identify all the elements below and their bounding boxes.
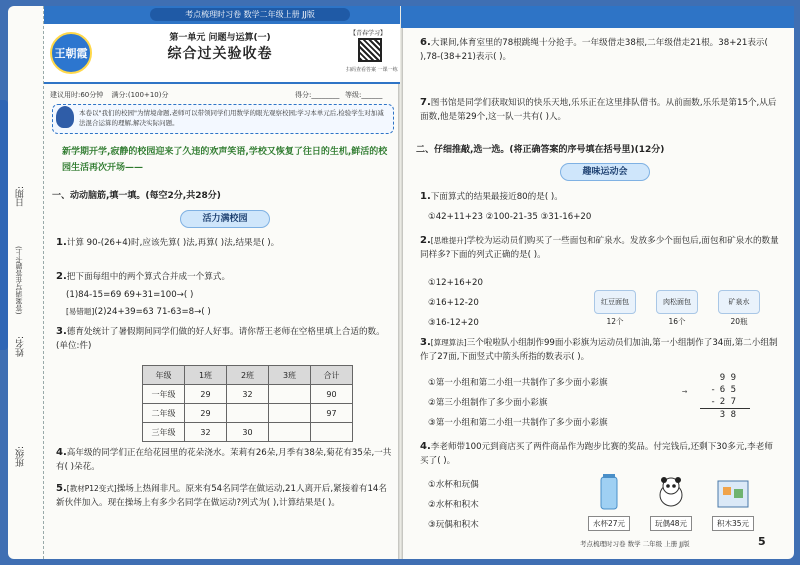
class-label: 班级: <box>16 446 26 468</box>
question-3: 3.德育处统计了暑假期间同学们做的好人好事。请你帮王老师在空格里填上合适的数。(单位:件) <box>56 326 385 351</box>
choice-2-option-1: ①12+16+20 <box>428 278 483 288</box>
choice-4-option-2: ②水杯和积木 <box>428 500 479 510</box>
mascot-icon <box>56 106 74 128</box>
stats-table <box>142 365 353 442</box>
intro-box: 本卷以"我们的校园"为情境命题,老师可以带领同学们用数学的眼光观察校园;学习本单元后,检验学生对加减法混合运算的理解,解决实际问题。 <box>52 104 394 134</box>
score-field: 得分:________ <box>295 91 340 99</box>
exam-title: 综合过关验收卷 <box>167 46 273 62</box>
table-row: 二年级 29 97 <box>143 404 353 423</box>
question-6: 6.大课间,体育室里的78根跳绳十分抢手。一年级借走38根,二年级借走21根。38+21表示( ),78-(38+21)表示( )。 <box>420 37 768 62</box>
question-1: 1.计算 90-(26+4)时,应该先算( )法,再算( )法,结果是( )。 <box>56 237 280 248</box>
gift-doll: 玩偶48元 <box>650 472 692 531</box>
question-2a: (1)84-15=69 69+31=100→( ) <box>66 290 194 300</box>
name-label: 姓名: <box>16 336 26 358</box>
question-7: 7.图书馆是同学们获取知识的快乐天地,乐乐正在这里排队借书。从前面数,乐乐是第15个,从后面数,他是第29个,这一队一共有( )人。 <box>420 97 777 122</box>
footer-text: 考点梳理时习卷 数学 二年级 上册 JJ版 <box>580 540 690 548</box>
qr-label: 【青春学习】 <box>350 30 387 37</box>
choice-4-option-3: ③玩偶和积木 <box>428 520 479 530</box>
vertical-subtraction: 9 9 - 6 5 - 2 7 3 8 → <box>680 372 750 421</box>
choice-3-option-1: ①第一小组和第二小组一共制作了多少面小彩旗 <box>428 378 608 388</box>
choice-2-option-2: ②16+12-20 <box>428 298 479 308</box>
bread-icon: 红豆面包 <box>594 290 636 314</box>
page-number: 5 <box>758 535 766 548</box>
choice-4: 4.李老师带100元到商店买了两件商品作为跑步比赛的奖品。付完钱后,还剩下30多元,李老师买了( )。 <box>420 441 773 466</box>
binding-strip <box>8 6 44 559</box>
binding-note: (答案请写在答题卡上) <box>15 246 23 315</box>
choice-2-option-3: ③16-12+20 <box>428 318 479 328</box>
story-text: 新学期开学,寂静的校园迎来了久违的欢声笑语,学校又恢复了往日的生机,鲜活的校园生活再次开场—— <box>62 147 388 173</box>
book-spine <box>398 6 403 559</box>
series-banner: 考点梳理时习卷 数学二年级上册 JJ版 <box>150 8 350 21</box>
choice-3-option-3: ③第一小组和第二小组一共制作了多少面小彩旗 <box>428 418 608 428</box>
gift-blocks: 积木35元 <box>712 472 754 531</box>
table-row: 三年级 32 30 <box>143 423 353 442</box>
item-pork-floss-bread: 肉松面包 16个 <box>656 290 698 327</box>
gift-cup: 水杯27元 <box>588 472 630 531</box>
question-2: 2.把下面每组中的两个算式合并成一个算式。 <box>56 271 231 282</box>
table-header-row: 年级 1班 2班 3班 合计 <box>143 366 353 385</box>
arrow-right-icon: → <box>682 387 688 397</box>
question-5: 5.[教材P12变式]操场上热闹非凡。原来有54名同学在做运动,21人离开后,紧接着有14名新伙伴加入。现在操场上有多少名同学在做运动?列式为( ),计算结果是( )。 <box>56 483 387 508</box>
qr-code-icon[interactable] <box>358 38 382 62</box>
binding-tab <box>0 100 8 350</box>
exam-meta <box>50 90 395 100</box>
question-2b: [易错题](2)24+39=63 71-63=8→( ) <box>66 307 211 317</box>
item-red-bean-bread: 红豆面包 12个 <box>594 290 636 327</box>
qr-caption: 扫码查看答案 一课一练 <box>346 67 398 73</box>
panda-doll-icon <box>651 472 691 512</box>
water-cup-icon <box>589 472 629 512</box>
brand-logo: 王朝霞 <box>50 32 92 74</box>
water-bottle-icon: 矿泉水 <box>718 290 760 314</box>
section-1-banner: 活力满校园 <box>180 210 270 228</box>
item-mineral-water: 矿泉水 20瓶 <box>718 290 760 327</box>
grade-field: 等级:______ <box>345 91 383 99</box>
table-row: 一年级 29 32 90 <box>143 385 353 404</box>
section-2-banner: 趣味运动会 <box>560 163 650 181</box>
section-1-title: 一、动动脑筋,填一填。(每空2分,共28分) <box>52 191 221 201</box>
choice-1-options: ①42+11+23 ②100-21-35 ③31-16+20 <box>428 212 592 222</box>
bread-icon: 肉松面包 <box>656 290 698 314</box>
section-2-title: 二、仔细推敲,选一选。(将正确答案的序号填在括号里)(12分) <box>416 145 665 155</box>
unit-title: 第一单元 问题与运算(一) <box>169 33 271 43</box>
time-limit: 建议用时:60分钟 <box>50 91 104 99</box>
question-4: 4.高年级的同学们正在给花园里的花朵浇水。茉莉有26朵,月季有38朵,菊花有35朵,一共有( )朵花。 <box>56 447 392 472</box>
full-score: 满分:(100+10)分 <box>111 91 169 99</box>
choice-1: 1.下面算式的结果最接近80的是( )。 <box>420 191 563 202</box>
choice-4-option-1: ①水杯和玩偶 <box>428 480 479 490</box>
right-top-bar <box>401 6 794 28</box>
choice-2: 2.[思维提升]学校为运动员们购买了一些面包和矿泉水。发放多少个面包后,面包和矿泉水的数量同样多?下面的列式正确的是( )。 <box>420 235 779 260</box>
choice-3-option-2: ②第三小组制作了多少面小彩旗 <box>428 398 548 408</box>
choice-3: 3.[算理算法]三个啦啦队小组制作99面小彩旗为运动员们加油,第一小组制作了34面,第二小组制作了27面,下面竖式中箭头所指的数表示( )。 <box>420 337 778 362</box>
toy-blocks-icon <box>713 472 753 512</box>
date-label: 日期: <box>16 186 26 208</box>
